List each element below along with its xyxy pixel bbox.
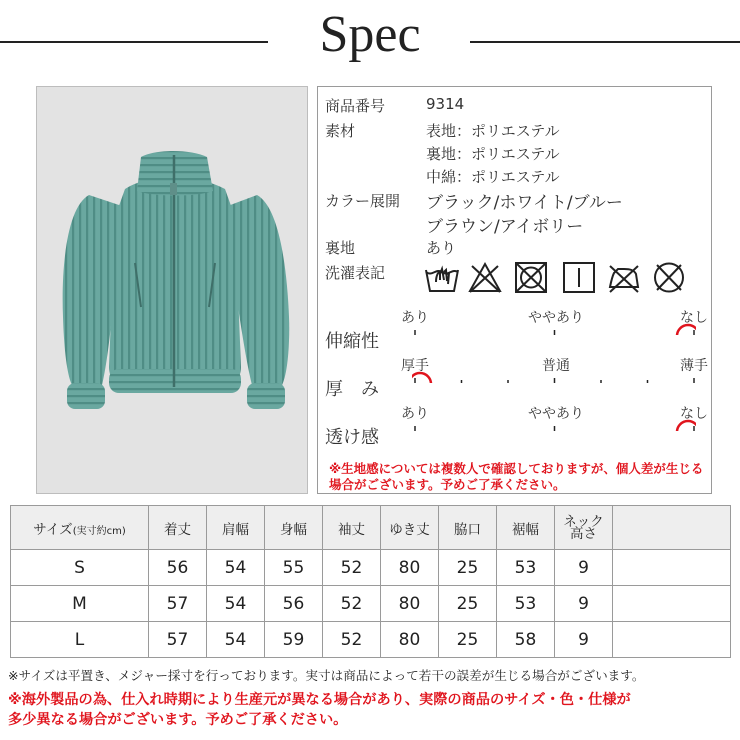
overseas-note-line2: 多少異なる場合がございます。予めご了承ください。	[8, 712, 348, 728]
table-cell: 54	[207, 586, 265, 622]
table-cell: 25	[439, 550, 497, 586]
table-cell: 52	[323, 550, 381, 586]
scale-selected-marker	[677, 421, 696, 431]
table-cell: 56	[149, 550, 207, 586]
spec-value-lining-flag: あり	[426, 239, 457, 257]
table-cell	[613, 586, 731, 622]
table-row	[11, 550, 731, 586]
table-cell: 80	[381, 586, 439, 622]
table-cell: 9	[555, 550, 613, 586]
no-tumble-dry-icon	[516, 263, 546, 292]
table-cell: 53	[497, 586, 555, 622]
table-cell: 25	[439, 586, 497, 622]
table-cell: 80	[381, 550, 439, 586]
spec-value-outer: 表地：ポリエステル	[426, 122, 560, 140]
spec-value-padding: 中綿：ポリエステル	[426, 168, 560, 186]
spec-label-material: 素材	[325, 122, 356, 140]
jacket-illustration	[37, 87, 309, 495]
table-row	[11, 586, 731, 622]
header-neck-line2: 高さ	[570, 525, 597, 542]
size-header-cell	[11, 506, 149, 550]
spec-value-colors-1: ブラック/ホワイト/ブルー	[426, 193, 623, 213]
line-dry-icon	[564, 263, 594, 292]
spec-value-colors-2: ブラウン/アイボリー	[426, 217, 584, 237]
size-table-header	[11, 506, 731, 550]
table-cell	[613, 550, 731, 586]
header-yuki: ゆき丈	[381, 506, 439, 550]
scale-tick-label: 普通	[542, 358, 570, 374]
size-cell: S	[11, 550, 149, 586]
fabric-note-line1: ※生地感については複数人で確認しておりますが、個人差が生じる	[329, 461, 704, 476]
measurement-note: ※サイズは平置き、メジャー採寸を行っております。実寸は商品によって若干の誤差が生じる場合がございます。	[8, 668, 645, 683]
table-cell: 59	[265, 622, 323, 658]
spec-label-lining: 裏地	[325, 239, 356, 257]
scale-tick-label: あり	[401, 406, 429, 422]
scale-label: 厚 み	[325, 379, 379, 400]
table-cell: 57	[149, 622, 207, 658]
spec-label-care: 洗濯表記	[325, 264, 386, 282]
fabric-note-line2: 場合がございます。予めご了承ください。	[329, 477, 566, 492]
scale-tick-label: なし	[680, 406, 708, 422]
overseas-note-line1: ※海外製品の為、仕入れ時期により生産元が異なる場合があり、実際の商品のサイズ・色・仕様が	[8, 692, 631, 708]
product-photo	[36, 86, 308, 494]
scale-tick-label: ややあり	[528, 310, 584, 326]
scale-label: 透け感	[325, 427, 379, 448]
table-cell: 53	[497, 550, 555, 586]
scale-tick-label: 薄手	[680, 358, 708, 374]
table-cell: 54	[207, 622, 265, 658]
table-cell: 52	[323, 586, 381, 622]
page-title: Spec	[319, 6, 421, 63]
table-cell: 54	[207, 550, 265, 586]
table-cell: 9	[555, 622, 613, 658]
spec-label-colors: カラー展開	[325, 192, 401, 210]
scale-track	[412, 367, 696, 383]
table-cell: 52	[323, 622, 381, 658]
table-row	[11, 622, 731, 658]
size-table	[10, 505, 731, 658]
care-symbols	[424, 260, 694, 294]
header-blank	[613, 506, 731, 550]
header-chest: 身幅	[265, 506, 323, 550]
header-sleeve: 袖丈	[323, 506, 381, 550]
scale-tick-label: あり	[401, 310, 429, 326]
spec-label-item-number: 商品番号	[325, 97, 386, 115]
table-cell: 9	[555, 586, 613, 622]
size-header-note: (実寸約cm)	[72, 525, 126, 537]
header-length: 着丈	[149, 506, 207, 550]
hand-wash-icon	[426, 269, 458, 291]
spec-value-item-number: 9314	[426, 95, 465, 113]
scale-selected-marker	[677, 325, 696, 335]
table-cell: 25	[439, 622, 497, 658]
table-cell: 58	[497, 622, 555, 658]
scale-tick-label: 厚手	[401, 358, 429, 374]
size-cell: M	[11, 586, 149, 622]
header-neck-height	[555, 506, 613, 550]
size-cell: L	[11, 622, 149, 658]
scale-track	[412, 415, 696, 431]
header-armhole: 脇口	[439, 506, 497, 550]
header-shoulder: 肩幅	[207, 506, 265, 550]
header-neck-line1: ネック	[563, 513, 604, 530]
table-cell	[613, 622, 731, 658]
header-hem: 裾幅	[497, 506, 555, 550]
scale-label: 伸縮性	[325, 331, 379, 352]
table-cell: 55	[265, 550, 323, 586]
no-bleach-icon	[470, 264, 500, 292]
scale-tick-label: ややあり	[528, 406, 584, 422]
no-dry-clean-icon	[655, 264, 683, 292]
table-cell: 56	[265, 586, 323, 622]
table-cell: 80	[381, 622, 439, 658]
scale-tick-label: なし	[680, 310, 708, 326]
table-cell: 57	[149, 586, 207, 622]
scale-track	[412, 319, 696, 335]
size-header-label: サイズ	[33, 521, 73, 538]
no-iron-icon	[610, 266, 638, 292]
spec-value-lining: 裏地：ポリエステル	[426, 145, 560, 163]
